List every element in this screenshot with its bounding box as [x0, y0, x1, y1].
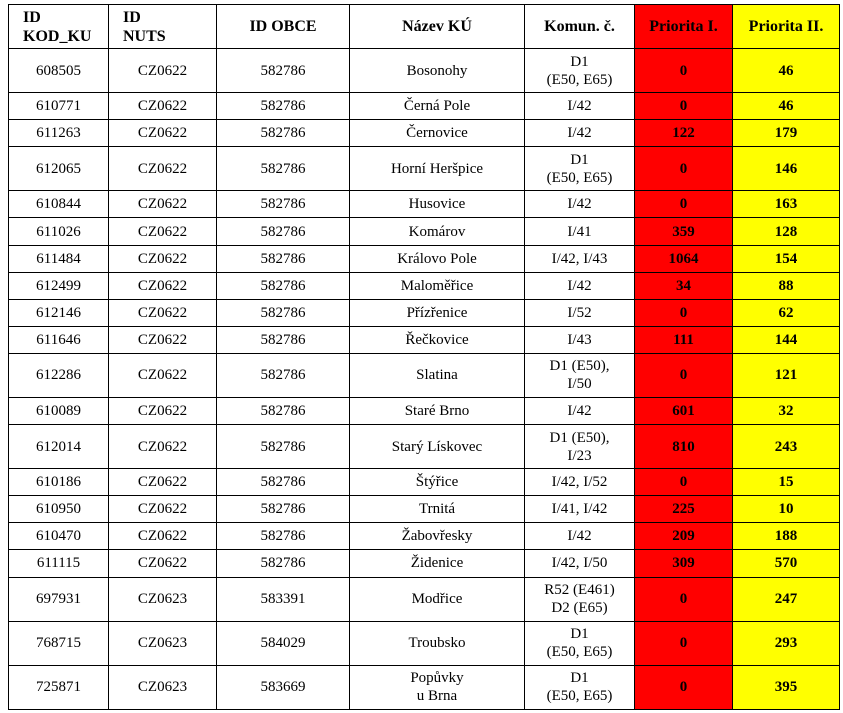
cell-id-obce: 582786 [217, 93, 350, 120]
cell-nuts: CZ0622 [109, 93, 217, 120]
cell-komunikace: I/42 [525, 191, 635, 218]
cell-priorita-2: 247 [733, 577, 840, 621]
cell-id-obce: 582786 [217, 245, 350, 272]
cell-kod-ku: 610844 [9, 191, 109, 218]
cell-kod-ku: 768715 [9, 621, 109, 665]
cell-nazev-ku: Popůvky u Brna [350, 665, 525, 709]
header-nazev: Název KÚ [350, 5, 525, 49]
cell-nuts: CZ0622 [109, 272, 217, 299]
cell-nazev-ku: Židenice [350, 550, 525, 577]
cell-id-obce: 582786 [217, 49, 350, 93]
table-row [9, 299, 840, 326]
cell-priorita-2: 293 [733, 621, 840, 665]
cell-priorita-1: 0 [635, 93, 733, 120]
cell-priorita-2: 121 [733, 353, 840, 397]
cell-priorita-1: 1064 [635, 245, 733, 272]
header-row [9, 5, 840, 49]
cell-komunikace: I/42, I/43 [525, 245, 635, 272]
cell-nuts: CZ0622 [109, 523, 217, 550]
header-priorita-1: Priorita I. [635, 5, 733, 49]
cell-kod-ku: 611026 [9, 218, 109, 245]
cell-nuts: CZ0623 [109, 665, 217, 709]
cell-nazev-ku: Černá Pole [350, 93, 525, 120]
cell-kod-ku: 612146 [9, 299, 109, 326]
cell-nazev-ku: Řečkovice [350, 326, 525, 353]
cell-nazev-ku: Starý Lískovec [350, 425, 525, 469]
table-row [9, 120, 840, 147]
cell-nazev-ku: Trnitá [350, 496, 525, 523]
header-nuts: ID NUTS [109, 5, 217, 49]
cell-komunikace: I/41 [525, 218, 635, 245]
table-row [9, 523, 840, 550]
cell-nazev-ku: Černovice [350, 120, 525, 147]
cell-id-obce: 582786 [217, 326, 350, 353]
cell-nazev-ku: Husovice [350, 191, 525, 218]
cell-id-obce: 582786 [217, 550, 350, 577]
table-row [9, 272, 840, 299]
cell-kod-ku: 612499 [9, 272, 109, 299]
cell-nuts: CZ0622 [109, 469, 217, 496]
cell-id-obce: 582786 [217, 218, 350, 245]
cell-priorita-2: 88 [733, 272, 840, 299]
cell-nazev-ku: Královo Pole [350, 245, 525, 272]
cell-komunikace: D1 (E50, E65) [525, 49, 635, 93]
cell-nuts: CZ0622 [109, 425, 217, 469]
cell-kod-ku: 611484 [9, 245, 109, 272]
cell-priorita-1: 111 [635, 326, 733, 353]
table-row [9, 353, 840, 397]
table-row [9, 469, 840, 496]
cell-id-obce: 583391 [217, 577, 350, 621]
cell-id-obce: 582786 [217, 496, 350, 523]
cell-nazev-ku: Komárov [350, 218, 525, 245]
cell-priorita-1: 0 [635, 469, 733, 496]
cell-nazev-ku: Žabovřesky [350, 523, 525, 550]
table-row [9, 665, 840, 709]
cell-priorita-1: 810 [635, 425, 733, 469]
cell-id-obce: 582786 [217, 425, 350, 469]
cell-priorita-1: 0 [635, 621, 733, 665]
cell-priorita-2: 62 [733, 299, 840, 326]
cell-priorita-1: 0 [635, 665, 733, 709]
cell-komunikace: I/42 [525, 120, 635, 147]
cell-kod-ku: 611115 [9, 550, 109, 577]
cell-priorita-1: 209 [635, 523, 733, 550]
cell-priorita-2: 46 [733, 93, 840, 120]
cell-priorita-2: 179 [733, 120, 840, 147]
table-row [9, 147, 840, 191]
cell-nazev-ku: Horní Heršpice [350, 147, 525, 191]
cell-priorita-1: 0 [635, 577, 733, 621]
cell-id-obce: 582786 [217, 272, 350, 299]
cell-id-obce: 582786 [217, 469, 350, 496]
cell-priorita-2: 395 [733, 665, 840, 709]
cell-priorita-1: 0 [635, 49, 733, 93]
cell-id-obce: 582786 [217, 353, 350, 397]
cell-nuts: CZ0622 [109, 496, 217, 523]
header-priorita-2: Priorita II. [733, 5, 840, 49]
cell-kod-ku: 612286 [9, 353, 109, 397]
cell-komunikace: D1 (E50, E65) [525, 665, 635, 709]
table-row [9, 621, 840, 665]
cell-kod-ku: 725871 [9, 665, 109, 709]
cell-priorita-2: 15 [733, 469, 840, 496]
cell-nuts: CZ0622 [109, 218, 217, 245]
table-row [9, 245, 840, 272]
cell-kod-ku: 610089 [9, 398, 109, 425]
cell-priorita-2: 144 [733, 326, 840, 353]
cell-id-obce: 582786 [217, 398, 350, 425]
cell-nazev-ku: Bosonohy [350, 49, 525, 93]
cell-priorita-2: 128 [733, 218, 840, 245]
table-row [9, 550, 840, 577]
cell-kod-ku: 610950 [9, 496, 109, 523]
cell-priorita-2: 570 [733, 550, 840, 577]
header-komun: Komun. č. [525, 5, 635, 49]
table-row [9, 577, 840, 621]
cell-priorita-1: 0 [635, 147, 733, 191]
cell-nazev-ku: Štýřice [350, 469, 525, 496]
cell-nuts: CZ0622 [109, 326, 217, 353]
cell-id-obce: 584029 [217, 621, 350, 665]
cell-priorita-2: 163 [733, 191, 840, 218]
cell-nuts: CZ0622 [109, 147, 217, 191]
cell-komunikace: D1 (E50), I/50 [525, 353, 635, 397]
cell-nazev-ku: Troubsko [350, 621, 525, 665]
cell-nuts: CZ0622 [109, 550, 217, 577]
cell-komunikace: I/42, I/52 [525, 469, 635, 496]
table-row [9, 398, 840, 425]
cell-kod-ku: 610771 [9, 93, 109, 120]
cell-id-obce: 583669 [217, 665, 350, 709]
cell-komunikace: R52 (E461) D2 (E65) [525, 577, 635, 621]
cell-nazev-ku: Slatina [350, 353, 525, 397]
table-row [9, 49, 840, 93]
cell-id-obce: 582786 [217, 120, 350, 147]
cell-kod-ku: 611646 [9, 326, 109, 353]
cell-priorita-2: 46 [733, 49, 840, 93]
cell-komunikace: I/41, I/42 [525, 496, 635, 523]
cell-id-obce: 582786 [217, 299, 350, 326]
cell-komunikace: I/42 [525, 272, 635, 299]
cell-kod-ku: 612014 [9, 425, 109, 469]
cell-priorita-1: 122 [635, 120, 733, 147]
cell-id-obce: 582786 [217, 523, 350, 550]
header-kod-ku: ID KOD_KU [9, 5, 109, 49]
cell-id-obce: 582786 [217, 147, 350, 191]
table-row [9, 326, 840, 353]
cell-komunikace: I/42 [525, 523, 635, 550]
cell-priorita-2: 146 [733, 147, 840, 191]
cell-priorita-2: 243 [733, 425, 840, 469]
cell-kod-ku: 611263 [9, 120, 109, 147]
cell-komunikace: I/52 [525, 299, 635, 326]
cell-komunikace: D1 (E50, E65) [525, 147, 635, 191]
cell-id-obce: 582786 [217, 191, 350, 218]
cell-nuts: CZ0622 [109, 49, 217, 93]
cell-priorita-2: 10 [733, 496, 840, 523]
cell-komunikace: D1 (E50, E65) [525, 621, 635, 665]
cell-kod-ku: 610470 [9, 523, 109, 550]
table-row [9, 425, 840, 469]
cell-kod-ku: 697931 [9, 577, 109, 621]
cell-nazev-ku: Maloměřice [350, 272, 525, 299]
cell-nazev-ku: Staré Brno [350, 398, 525, 425]
cell-nuts: CZ0623 [109, 621, 217, 665]
cell-priorita-2: 188 [733, 523, 840, 550]
cell-kod-ku: 612065 [9, 147, 109, 191]
cell-komunikace: I/42 [525, 398, 635, 425]
cell-komunikace: I/42, I/50 [525, 550, 635, 577]
cell-nuts: CZ0622 [109, 245, 217, 272]
cell-kod-ku: 610186 [9, 469, 109, 496]
cell-nuts: CZ0622 [109, 299, 217, 326]
cell-priorita-2: 154 [733, 245, 840, 272]
table-row [9, 93, 840, 120]
cell-priorita-1: 225 [635, 496, 733, 523]
priority-table [8, 4, 840, 710]
table-row [9, 496, 840, 523]
cell-nuts: CZ0622 [109, 398, 217, 425]
cell-priorita-1: 601 [635, 398, 733, 425]
cell-priorita-1: 34 [635, 272, 733, 299]
header-obce: ID OBCE [217, 5, 350, 49]
table-row [9, 218, 840, 245]
cell-nazev-ku: Modřice [350, 577, 525, 621]
table-row [9, 191, 840, 218]
cell-priorita-1: 0 [635, 353, 733, 397]
cell-komunikace: I/42 [525, 93, 635, 120]
cell-priorita-1: 0 [635, 191, 733, 218]
cell-nazev-ku: Přízřenice [350, 299, 525, 326]
cell-priorita-2: 32 [733, 398, 840, 425]
cell-priorita-1: 359 [635, 218, 733, 245]
cell-nuts: CZ0623 [109, 577, 217, 621]
cell-kod-ku: 608505 [9, 49, 109, 93]
cell-nuts: CZ0622 [109, 353, 217, 397]
cell-priorita-1: 309 [635, 550, 733, 577]
cell-nuts: CZ0622 [109, 120, 217, 147]
cell-komunikace: I/43 [525, 326, 635, 353]
cell-priorita-1: 0 [635, 299, 733, 326]
cell-komunikace: D1 (E50), I/23 [525, 425, 635, 469]
cell-nuts: CZ0622 [109, 191, 217, 218]
